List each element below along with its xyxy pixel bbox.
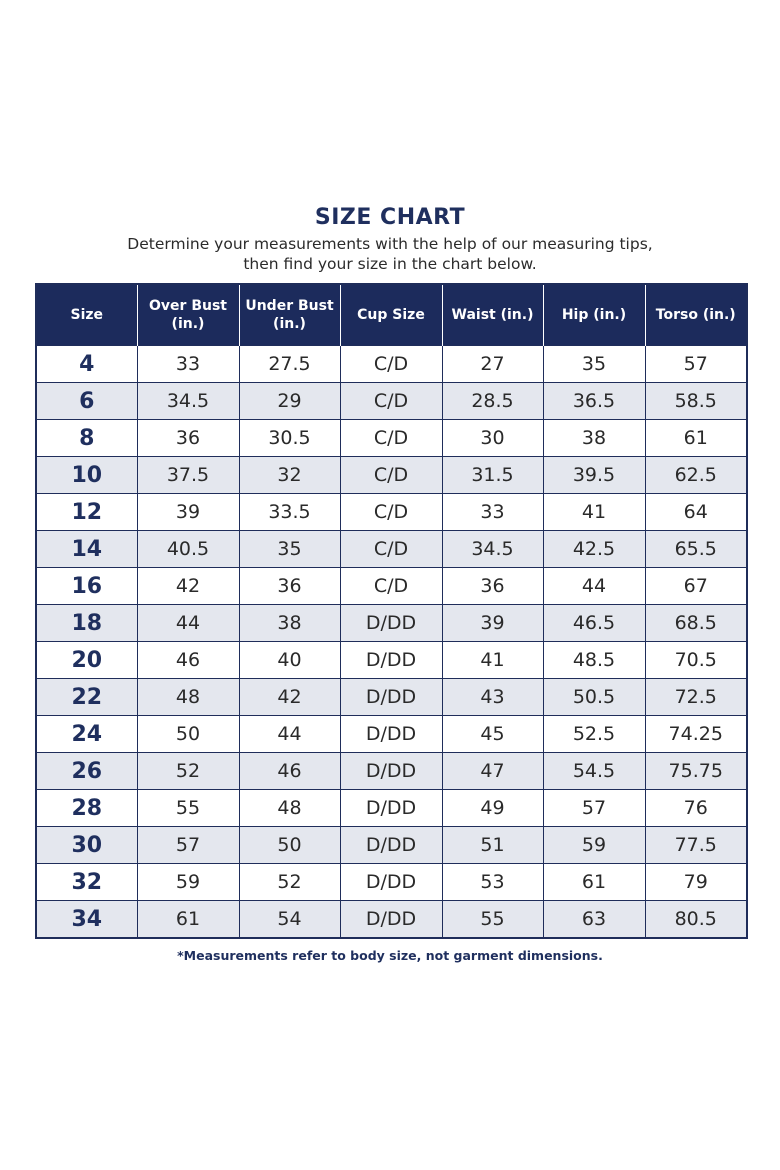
- waist-cell: 27: [442, 346, 543, 383]
- torso-cell: 61: [645, 420, 747, 457]
- waist-cell: 33: [442, 494, 543, 531]
- subtitle-line-2: then find your size in the chart below.: [243, 255, 537, 273]
- hip-cell: 38: [543, 420, 645, 457]
- waist-cell: 34.5: [442, 531, 543, 568]
- cup-size-cell: C/D: [340, 420, 442, 457]
- header-line-1: Hip (in.): [561, 307, 627, 323]
- cup-size-cell: D/DD: [340, 827, 442, 864]
- table-row: [36, 790, 747, 827]
- size-cell: 6: [36, 383, 137, 420]
- under-bust-cell: 35: [239, 531, 340, 568]
- header-size: [36, 284, 137, 346]
- torso-cell: 58.5: [645, 383, 747, 420]
- header-torso: [645, 284, 747, 346]
- over-bust-cell: 44: [137, 605, 239, 642]
- cup-size-cell: C/D: [340, 494, 442, 531]
- cup-size-cell: D/DD: [340, 605, 442, 642]
- size-cell: 28: [36, 790, 137, 827]
- hip-cell: 59: [543, 827, 645, 864]
- over-bust-cell: 37.5: [137, 457, 239, 494]
- under-bust-cell: 52: [239, 864, 340, 901]
- over-bust-cell: 48: [137, 679, 239, 716]
- under-bust-cell: 54: [239, 901, 340, 939]
- under-bust-cell: 32: [239, 457, 340, 494]
- cup-size-cell: D/DD: [340, 901, 442, 939]
- table-row: [36, 901, 747, 939]
- hip-cell: 63: [543, 901, 645, 939]
- table-row: [36, 420, 747, 457]
- hip-cell: 52.5: [543, 716, 645, 753]
- table-row: [36, 383, 747, 420]
- hip-cell: 57: [543, 790, 645, 827]
- size-cell: 26: [36, 753, 137, 790]
- waist-cell: 55: [442, 901, 543, 939]
- cup-size-cell: C/D: [340, 568, 442, 605]
- torso-cell: 67: [645, 568, 747, 605]
- chart-subtitle: [0, 234, 780, 274]
- table-row: [36, 716, 747, 753]
- hip-cell: 41: [543, 494, 645, 531]
- header-line-2: (in.): [171, 316, 205, 332]
- waist-cell: 53: [442, 864, 543, 901]
- size-table: [35, 283, 748, 939]
- header-line-2: (in.): [273, 316, 306, 332]
- cup-size-cell: D/DD: [340, 642, 442, 679]
- table-row: [36, 531, 747, 568]
- cup-size-cell: C/D: [340, 346, 442, 383]
- torso-cell: 64: [645, 494, 747, 531]
- hip-cell: 35: [543, 346, 645, 383]
- hip-cell: 42.5: [543, 531, 645, 568]
- torso-cell: 75.75: [645, 753, 747, 790]
- size-cell: 30: [36, 827, 137, 864]
- under-bust-cell: 27.5: [239, 346, 340, 383]
- over-bust-cell: 40.5: [137, 531, 239, 568]
- size-cell: 22: [36, 679, 137, 716]
- torso-cell: 80.5: [645, 901, 747, 939]
- over-bust-cell: 39: [137, 494, 239, 531]
- waist-cell: 51: [442, 827, 543, 864]
- cup-size-cell: C/D: [340, 531, 442, 568]
- size-cell: 8: [36, 420, 137, 457]
- under-bust-cell: 44: [239, 716, 340, 753]
- over-bust-cell: 57: [137, 827, 239, 864]
- under-bust-cell: 48: [239, 790, 340, 827]
- torso-cell: 62.5: [645, 457, 747, 494]
- table-row: [36, 642, 747, 679]
- cup-size-cell: D/DD: [340, 790, 442, 827]
- torso-cell: 70.5: [645, 642, 747, 679]
- size-cell: 20: [36, 642, 137, 679]
- footnote: *Measurements refer to body size, not garment dimensions.: [177, 948, 603, 963]
- under-bust-cell: 50: [239, 827, 340, 864]
- size-cell: 18: [36, 605, 137, 642]
- over-bust-cell: 59: [137, 864, 239, 901]
- header-line-1: Size: [70, 307, 104, 323]
- under-bust-cell: 40: [239, 642, 340, 679]
- table-header-row: [36, 284, 747, 346]
- torso-cell: 68.5: [645, 605, 747, 642]
- table-body: [36, 346, 747, 939]
- cup-size-cell: D/DD: [340, 716, 442, 753]
- cup-size-cell: D/DD: [340, 753, 442, 790]
- table-row: [36, 679, 747, 716]
- over-bust-cell: 34.5: [137, 383, 239, 420]
- size-cell: 4: [36, 346, 137, 383]
- table-row: [36, 827, 747, 864]
- waist-cell: 36: [442, 568, 543, 605]
- under-bust-cell: 33.5: [239, 494, 340, 531]
- table-row: [36, 864, 747, 901]
- header-line-1: Over Bust: [149, 298, 227, 314]
- hip-cell: 39.5: [543, 457, 645, 494]
- over-bust-cell: 61: [137, 901, 239, 939]
- waist-cell: 45: [442, 716, 543, 753]
- over-bust-cell: 55: [137, 790, 239, 827]
- table-row: [36, 494, 747, 531]
- waist-cell: 41: [442, 642, 543, 679]
- header-line-1: Torso (in.): [655, 307, 736, 323]
- header-line-1: Waist (in.): [451, 307, 534, 323]
- table-row: [36, 605, 747, 642]
- hip-cell: 36.5: [543, 383, 645, 420]
- over-bust-cell: 50: [137, 716, 239, 753]
- torso-cell: 57: [645, 346, 747, 383]
- waist-cell: 30: [442, 420, 543, 457]
- hip-cell: 50.5: [543, 679, 645, 716]
- waist-cell: 49: [442, 790, 543, 827]
- cup-size-cell: D/DD: [340, 864, 442, 901]
- cup-size-cell: D/DD: [340, 679, 442, 716]
- table-row: [36, 346, 747, 383]
- header-line-1: Under Bust: [245, 298, 334, 314]
- hip-cell: 44: [543, 568, 645, 605]
- over-bust-cell: 46: [137, 642, 239, 679]
- over-bust-cell: 52: [137, 753, 239, 790]
- hip-cell: 48.5: [543, 642, 645, 679]
- under-bust-cell: 29: [239, 383, 340, 420]
- header-under-bust: [239, 284, 340, 346]
- under-bust-cell: 46: [239, 753, 340, 790]
- waist-cell: 39: [442, 605, 543, 642]
- waist-cell: 31.5: [442, 457, 543, 494]
- torso-cell: 77.5: [645, 827, 747, 864]
- header-cup-size: [340, 284, 442, 346]
- torso-cell: 74.25: [645, 716, 747, 753]
- size-cell: 34: [36, 901, 137, 939]
- size-cell: 24: [36, 716, 137, 753]
- chart-title: SIZE CHART: [314, 205, 466, 230]
- cup-size-cell: C/D: [340, 383, 442, 420]
- waist-cell: 28.5: [442, 383, 543, 420]
- torso-cell: 65.5: [645, 531, 747, 568]
- header-hip: [543, 284, 645, 346]
- size-cell: 10: [36, 457, 137, 494]
- under-bust-cell: 42: [239, 679, 340, 716]
- header-line-1: Cup Size: [357, 307, 425, 323]
- size-cell: 14: [36, 531, 137, 568]
- cup-size-cell: C/D: [340, 457, 442, 494]
- table-row: [36, 568, 747, 605]
- over-bust-cell: 42: [137, 568, 239, 605]
- under-bust-cell: 30.5: [239, 420, 340, 457]
- hip-cell: 46.5: [543, 605, 645, 642]
- torso-cell: 72.5: [645, 679, 747, 716]
- over-bust-cell: 33: [137, 346, 239, 383]
- subtitle-line-1: Determine your measurements with the help of our measuring tips,: [127, 235, 653, 253]
- size-cell: 32: [36, 864, 137, 901]
- waist-cell: 47: [442, 753, 543, 790]
- torso-cell: 79: [645, 864, 747, 901]
- hip-cell: 54.5: [543, 753, 645, 790]
- under-bust-cell: 36: [239, 568, 340, 605]
- torso-cell: 76: [645, 790, 747, 827]
- waist-cell: 43: [442, 679, 543, 716]
- size-cell: 16: [36, 568, 137, 605]
- hip-cell: 61: [543, 864, 645, 901]
- over-bust-cell: 36: [137, 420, 239, 457]
- header-over-bust: [137, 284, 239, 346]
- header-waist: [442, 284, 543, 346]
- size-cell: 12: [36, 494, 137, 531]
- under-bust-cell: 38: [239, 605, 340, 642]
- table-row: [36, 753, 747, 790]
- table-row: [36, 457, 747, 494]
